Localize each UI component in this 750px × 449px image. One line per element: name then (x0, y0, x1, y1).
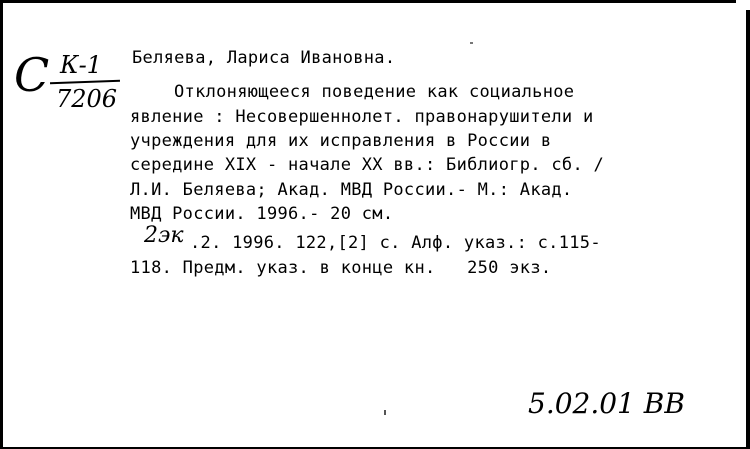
collation-line-2: 118. Предм. указ. в конце кн. 250 экз. (130, 258, 552, 278)
call-number-top: К-1 (60, 51, 102, 79)
scan-speck (470, 42, 473, 44)
body-line-1: Отклоняющееся поведение как социальное (174, 82, 575, 102)
call-number-prefix: С (14, 48, 50, 102)
card-right-edge (746, 8, 750, 449)
body-line-5: Л.И. Беляева; Акад. МВД России.- М.: Акад. (130, 180, 573, 200)
body-line-4: середине XIX - начале XX вв.: Библиогр. сб. / (130, 155, 605, 175)
body-line-6: МВД России. 1996.- 20 см. (130, 204, 394, 224)
body-line-2: явление : Несовершеннолет. правонарушители и (130, 107, 594, 127)
call-number-fraction-line (50, 80, 120, 84)
collation-handwritten-prefix: 2эк (144, 223, 184, 248)
scan-speck (384, 410, 386, 415)
body-line-3: учреждения для их исправления в России в (130, 131, 552, 151)
card-top-edge (0, 0, 750, 3)
call-number-bottom: 7206 (56, 85, 118, 113)
author-heading: Беляева, Лариса Ивановна. (132, 48, 396, 68)
collation-line-1: .2. 1996. 122,[2] с. Алф. указ.: с.115- (190, 233, 601, 253)
card-left-edge (0, 0, 3, 449)
card-corner-notch (736, 0, 750, 10)
handwritten-date-mark: 5.02.01 ВВ (528, 387, 685, 420)
